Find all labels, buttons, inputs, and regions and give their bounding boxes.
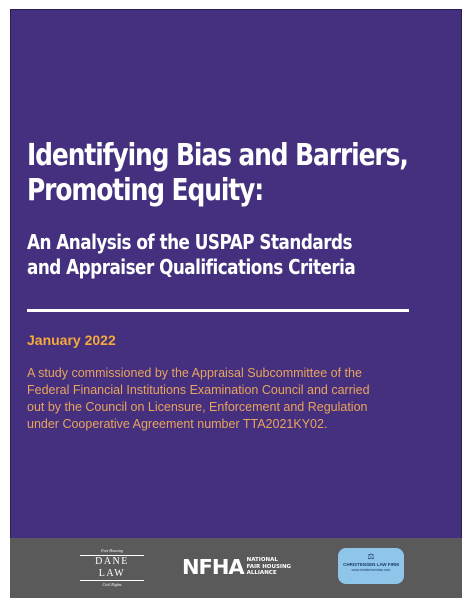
nfha-logo (182, 552, 291, 582)
report-subtitle (27, 230, 355, 280)
report-date: January 2022 (27, 332, 116, 348)
dane-law-tagline: Fair Housing (101, 548, 123, 553)
report-title (27, 138, 408, 208)
dane-law-name: DANE LAW (80, 555, 144, 581)
report-description (27, 365, 432, 433)
subtitle-line: and Appraiser Qualifications Criteria (27, 255, 356, 279)
christensen-name: CHRISTENSEN LAW FIRM (343, 562, 399, 567)
title-divider (27, 309, 409, 312)
nfha-word: NATIONAL (246, 557, 278, 564)
partner-logos-footer (10, 538, 462, 598)
report-cover (10, 9, 462, 598)
subtitle-line: An Analysis of the USPAP Standards (27, 230, 353, 254)
dane-law-sub: Civil Rights (102, 582, 122, 587)
title-line: Identifying Bias and Barriers, (27, 138, 408, 173)
description-line: under Cooperative Agreement number TTA2021KY02. (27, 417, 328, 431)
nfha-word: ALLIANCE (246, 570, 277, 577)
scales-icon: ⚖ (367, 552, 375, 561)
description-line: A study commissioned by the Appraisal Subcommittee of the (27, 366, 362, 380)
nfha-wordmark (247, 557, 291, 577)
christensen-url: www.christensenlaw.com (351, 568, 391, 572)
description-line: Federal Financial Institutions Examination Council and carried (27, 383, 370, 397)
title-line: Promoting Equity: (27, 173, 264, 208)
description-line: out by the Council on Licensure, Enforcement and Regulation (27, 400, 368, 414)
nfha-word: FAIR HOUSING (246, 563, 292, 570)
dane-law-logo (80, 548, 144, 588)
nfha-mark: NFHA (182, 555, 244, 579)
christensen-law-logo (338, 548, 404, 584)
